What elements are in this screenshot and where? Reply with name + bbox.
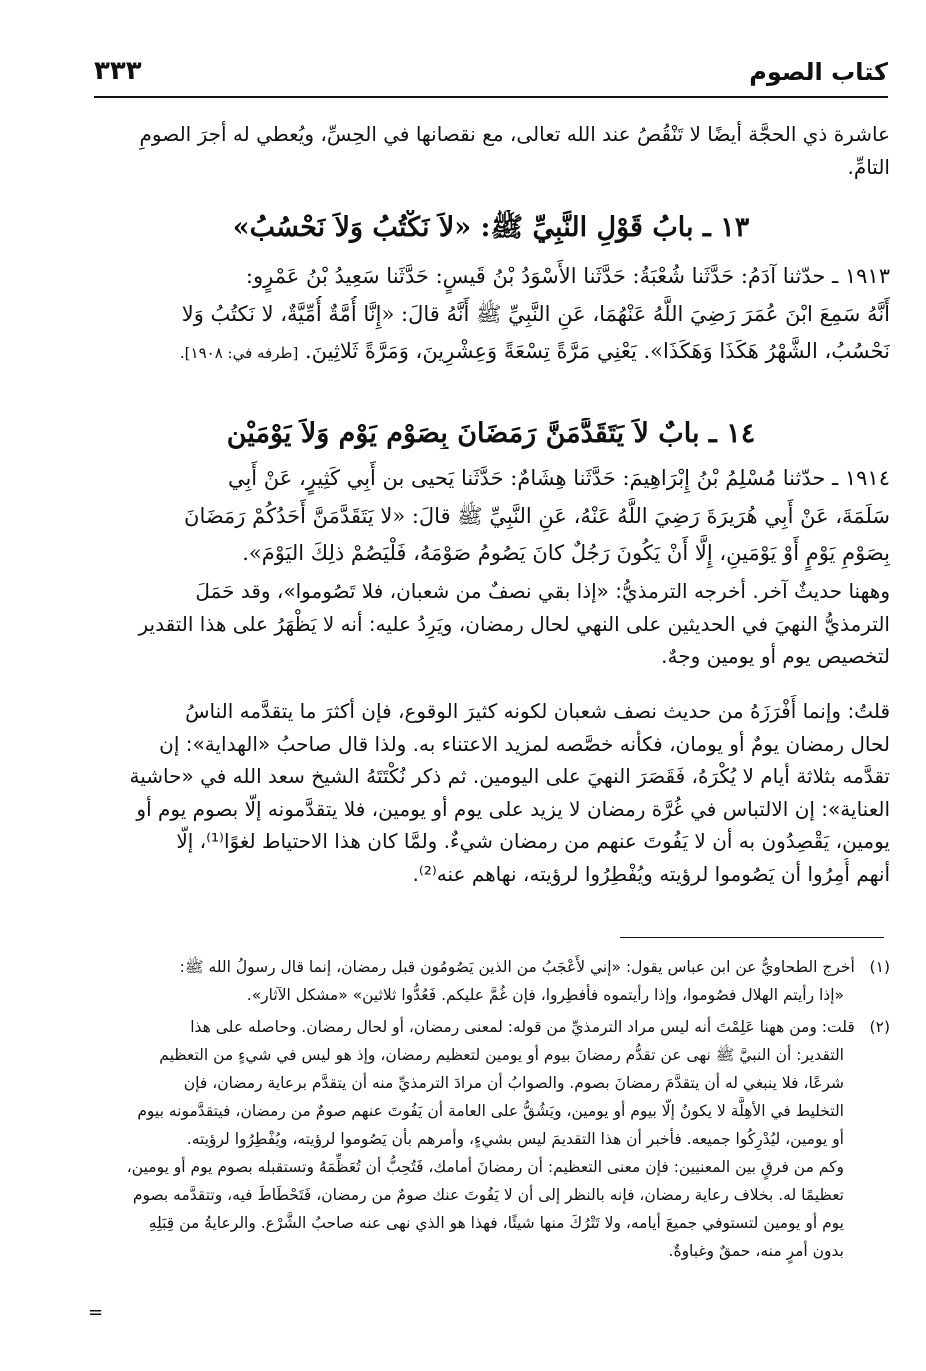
footnote-2 [92,1013,890,1265]
footnote-text: قلت: ومن ههنا عَلِمْتَ أنه ليس مراد الترمذيِّ من قوله: لمعنى رمضان، أو لحال رمضان. وحاصله على هذا [190,1018,855,1036]
text-line: سَلَمَةَ، عَنْ أَبِي هُرَيرَةَ رَضِيَ اللَّهُ عَنْهُ، عَنِ النَّبِيِّ ﷺ قالَ: «لا يَتَقَدَّمَنَّ أَحَدُكُمْ رَمَضَانَ [184,503,890,528]
text-line: ١٩١٣ ـ حدّثنا آدَمُ: حَدَّثَنا شُعْبَةُ: حَدَّثَنا الأَسْوَدُ بْنُ قَيسٍ: حَدَّثَنا سَعِيدُ بْنُ عَمْرٍو: [245,264,890,288]
footnote-line [92,953,890,981]
text-line: التامِّ. [847,154,890,179]
footnote-line: «إذا رأيتم الهلال فصُوموا، وإذا رأيتموه فأفطِروا، فإن غُمَّ عليكم. فَعُدُّوا ثلاثين» «مشكل الآثار». [246,986,844,1004]
footnote-line: يوم أو يومين لتستوفي جميعَ أيامه، ولا تَتْرُكَ منها شيئًا، فهذا هو الذي نهى عنه صاحبُ الشَّرْع. والرعايةُ من قِبَلِهِ [148,1214,844,1232]
intro-paragraph [92,118,890,183]
footnote-number: (٢) [869,1018,890,1036]
footnote-line: بدون أمرٍ منه، حمقٌ وغباوةٌ. [668,1242,844,1260]
running-header [94,52,888,98]
footnote-number: (١) [869,958,890,976]
book-title: كتاب الصوم [749,58,888,86]
chapter-13-heading: ١٣ ـ بابُ قَوْلِ النَّبِيِّ ﷺ: «لاَ نَكْتُبُ وَلاَ نَحْسُبُ» [232,212,750,243]
footnote-line: وكم من فرقٍ بين المعنيين: فإن معنى التعظيم: أن رمضانَ أمامك، فَتُحِبُّ أن تُعَظِّمَهُ وتستقبله بصوم يوم أو يومين، [126,1158,844,1176]
chapter-14-heading: ١٤ ـ بابٌ لاَ يَتَقَدَّمَنَّ رَمَضَانَ بِصَوْمِ يَوْمٍ وَلاَ يَوْمَيْنِ [226,418,756,449]
footnote-1 [92,953,890,1009]
text-line: أَنَّهُ سَمِعَ ابْنَ عُمَرَ رَضِيَ اللَّهُ عَنْهُمَا، عَنِ النَّبِيِّ ﷺ أَنَّهُ قالَ: «إِنَّا أُمَّةٌ أُمِّيَّةٌ، لا نَكتُبُ وَلا [181,301,890,326]
text-line: لتخصيص يوم أو يومين وجهٌ. [661,644,890,668]
cross-reference: [طرفه في: ١٩٠٨]. [179,344,299,362]
text-line: وههنا حديثٌ آخر. أخرجه الترمذيُّ: «إذا بقي نصفٌ من شعبان، فلا تَصُوموا»، وقد حَمَلَ [195,579,890,603]
footnote-line: التخليط في الأهِلَّة لا يكونُ إلّا بيوم أو يومين، ويَشُقُّ على العامة أن يَفُوتَ عنهم صومٌ من رمضان، فيتقدَّمونه بيوم [137,1102,844,1120]
text-line: عاشرة ذي الحجَّة أيضًا لا تَنْقُصُ عند الله تعالى، مع نقصانها في الحِسِّ، ويُعطي له أجرَ الصومِ [139,122,890,146]
hadith-1913 [92,258,890,373]
page-number: ٣٣٣ [94,56,142,86]
footnote-separator [620,937,884,938]
text-line: قلتُ: وإنما أَفْرَزَهُ من حديث نصف شعبان لكونه كثيرَ الوقوع، فإن أكثرَ ما يتقدَّمه الناسُ [185,699,890,723]
text-line: يومين، يَقْصِدُون به أن لا يَفُوتَ عنهم من رمضان شيءٌ. ولمَّا كان هذا الاحتياط لغوًا⁽¹⁾، إلّا [176,829,890,853]
footnote-line [92,1013,890,1041]
commentary-paragraph-2 [92,695,890,890]
commentary-paragraph-1 [92,575,890,673]
footnote-line: شرعًا، فلا ينبغي له أن يتقدَّمَ رمضانَ بصوم. والصوابُ أن مرادَ الترمذيِّ منه أن يتقدَّم برعاية رمضان، فإن [183,1074,844,1092]
text-line: بِصَوْمِ يَوْمٍ أَوْ يَوْمَينِ، إِلَّا أَنْ يَكُونَ رَجُلٌ كانَ يَصُومُ صَوْمَهُ، فَلْيَصُمْ ذلِكَ اليَوْمَ». [242,541,890,565]
continuation-mark: = [88,1302,104,1323]
footnote-line: أو يومين، ليُدْرِكُوا جميعه. فأخبر أن هذا التقديمَ ليس بشيءٍ، وأمرهم بأن يَصُوموا لرؤيته، ويُفْطِرُوا لرؤيته. [186,1130,844,1148]
text-line [92,333,890,373]
text-line: أنهم أُمِرُوا أن يَصُوموا لرؤيته ويُفْطِرُوا لرؤيته، نهاهم عنه⁽²⁾. [412,861,890,886]
text-line: تقدَّمه بثلاثة أيام لا يُكْرَهُ، فَقَصَرَ النهيَ على اليومين. ثم ذكر نُكْتَتَهُ الشيخ سعد الله في «حاشية [129,764,890,788]
text-line: الترمذيُّ النهيَ في الحديثين على النهي لحال رمضان، ويَرِدُ عليه: أنه لا يَظْهَرُ على هذا التقدير [138,611,890,636]
text-line: ١٩١٤ ـ حدّثنا مُسْلِمُ بْنُ إِبْرَاهِيمَ: حَدَّثَنا هِشَامٌ: حَدَّثَنا يَحيى بن أَبِي كَثِيرٍ، عَنْ أَبِي [227,466,890,490]
text-line: العناية»: إن الالتباس في غُرَّة رمضان لا يزيد على يوم أو يومين، فلا يتقدَّمونه إلّا بصوم يوم أو [136,796,890,821]
hadith-text: نَحْسُبُ، الشَّهْرُ هَكَذَا وَهَكَذَا». يَعْنِي مَرَّةً تِسْعَةً وَعِشْرِينَ، وَمَرَّةً ثَلاثِينَ. [305,339,890,363]
text-line: لحال رمضان يومٌ أو يومان، فكأنه خصَّصه لمزيد الاعتناء به. ولذا قال صاحبُ «الهداية»: إن [159,731,890,756]
footnote-line: تعظيمًا له. بخلاف رعاية رمضان، فإنه بالنظر إلى أن لا يَفُوتَ عنك صومٌ من رمضان، فَتَحْطَاطَ فيه، وتتقدَّمه بصوم [132,1186,844,1204]
footnote-text: أخرج الطحاويُّ عن ابن عباس يقول: «إني لأَعْجَبُ من الذين يَصُومُون قبل رمضان، إنما قال رسولُ الله ﷺ: [179,958,855,976]
footnote-line: التقدير: أن النبيَّ ﷺ نهى عن تقدُّم رمضانَ بيوم أو يومين لتعظيم رمضان، وإذ هو ليس في شيءٍ من التعظيم [159,1046,844,1064]
hadith-1914 [92,460,890,573]
